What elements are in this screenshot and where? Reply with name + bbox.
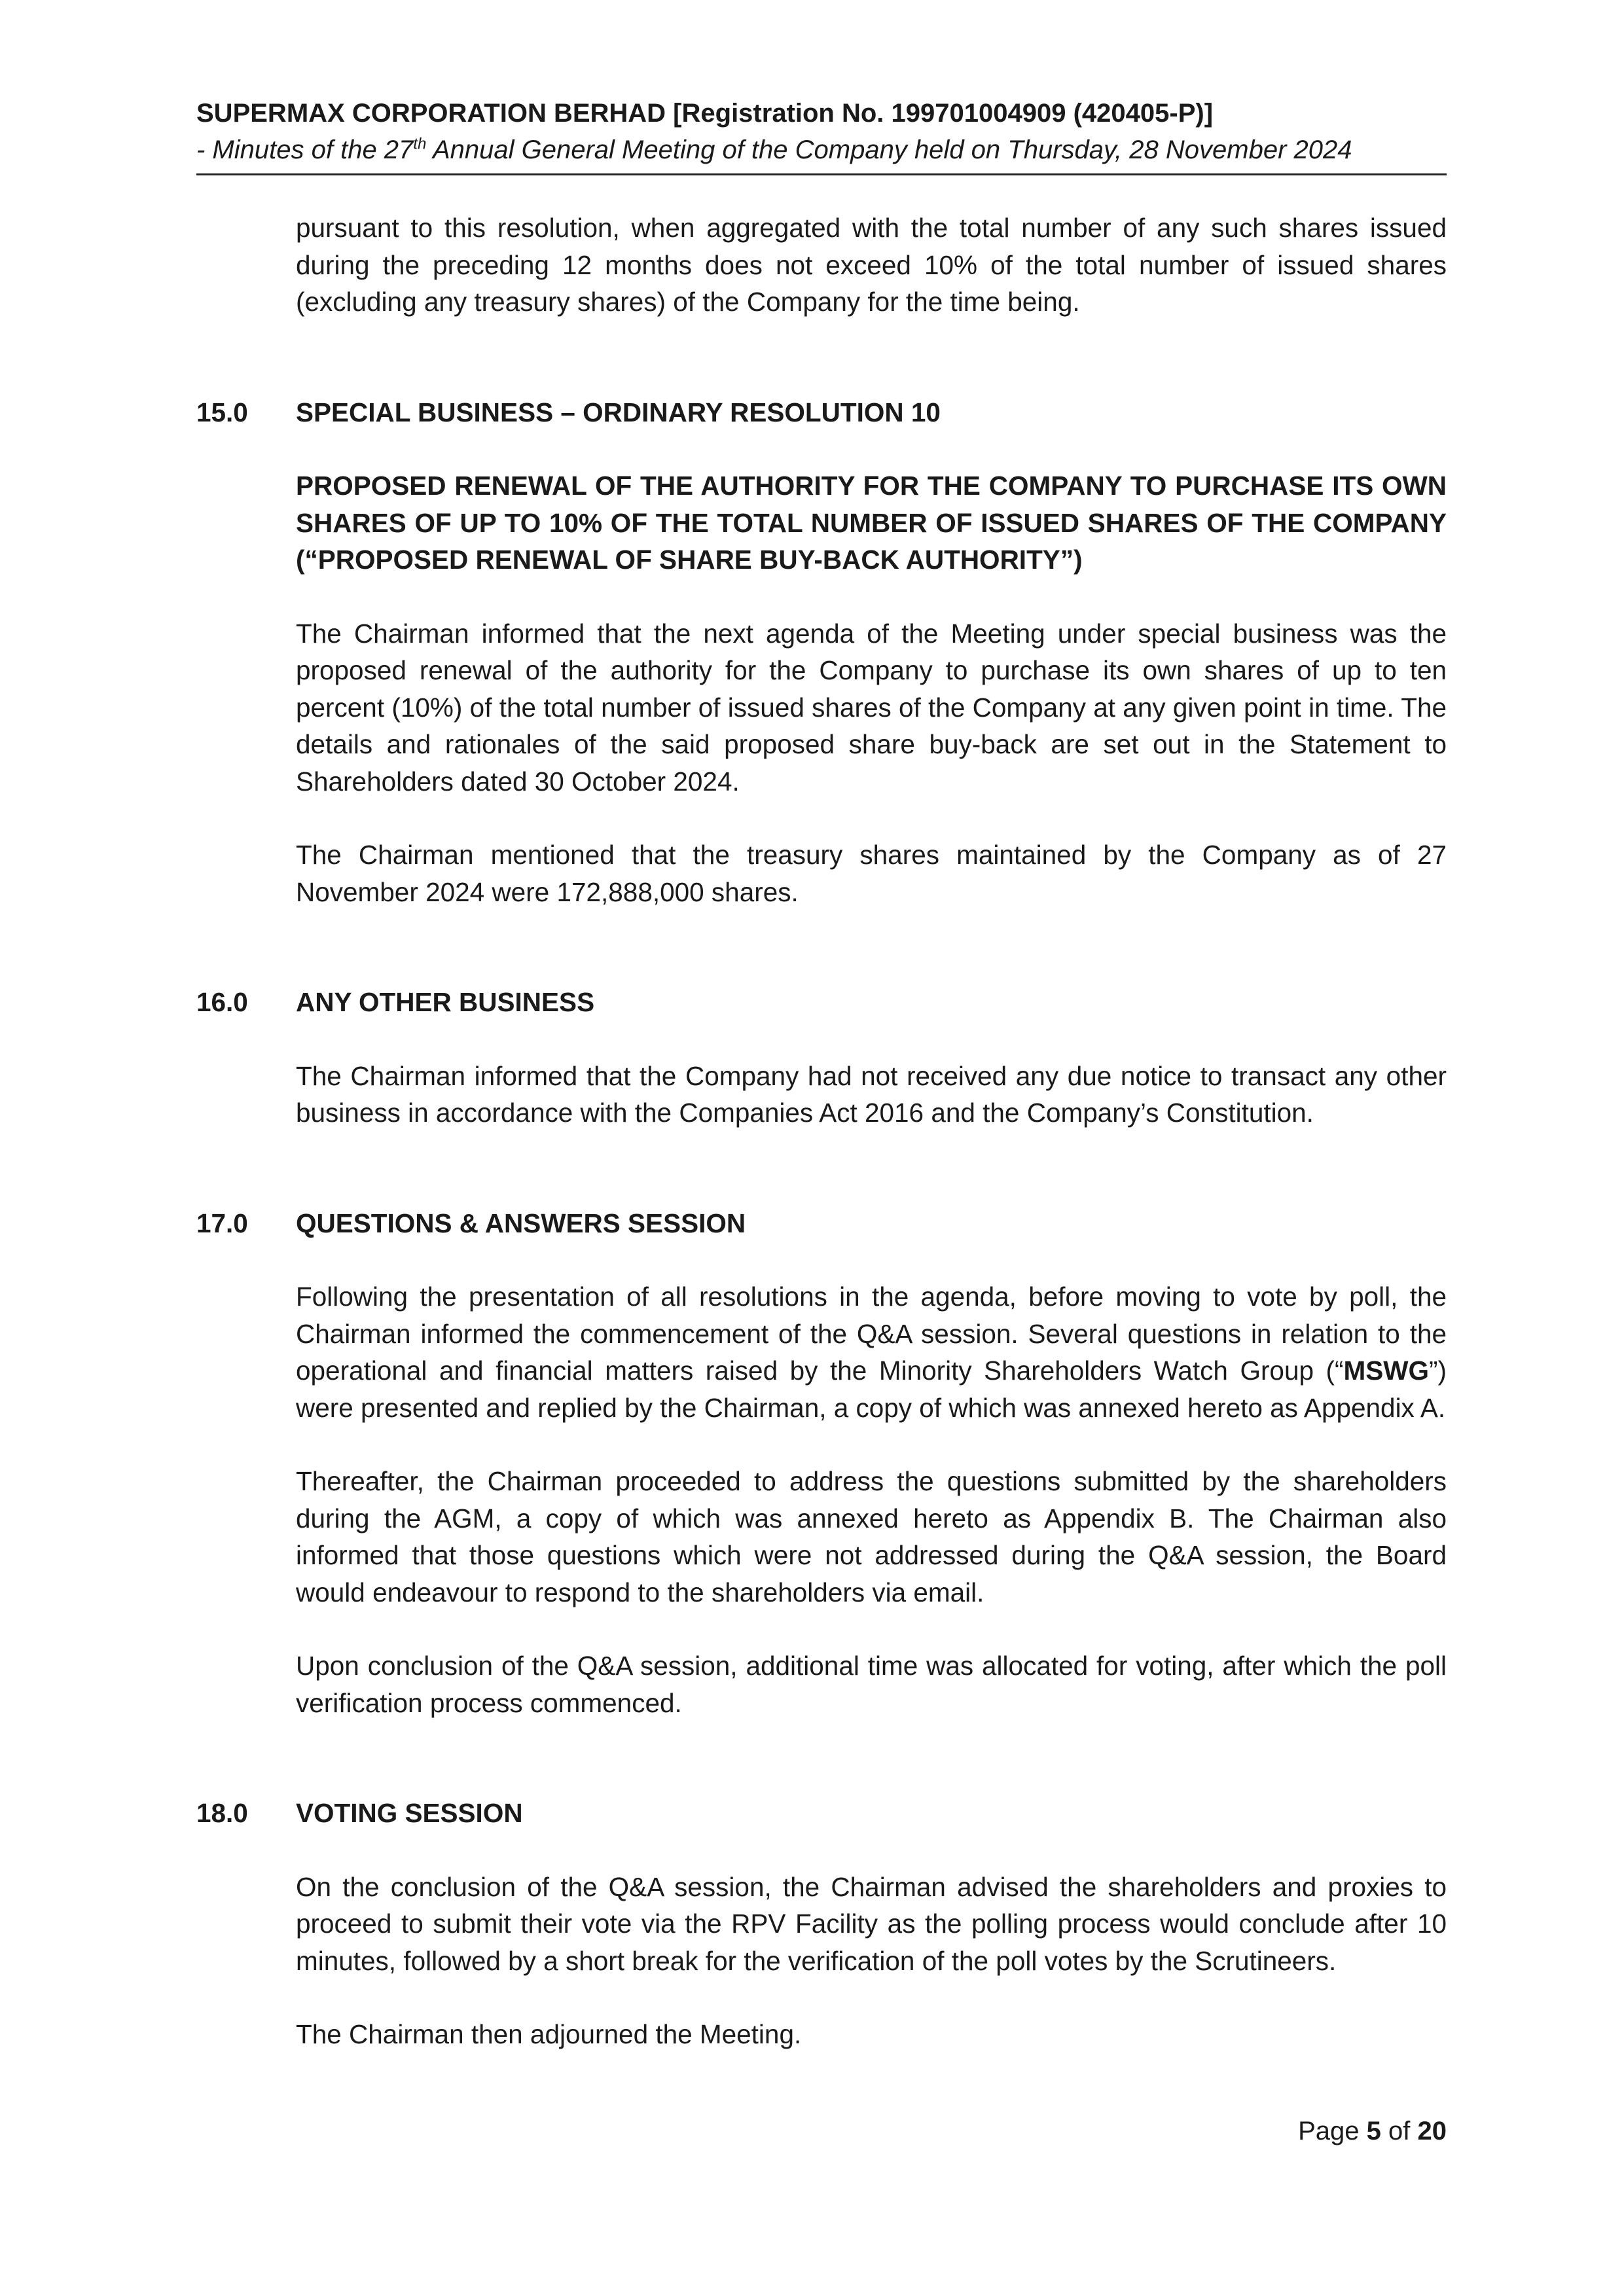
section-17-heading	[196, 1205, 1447, 1242]
subtitle-prefix: - Minutes of the 27	[196, 135, 414, 164]
intro-paragraph: pursuant to this resolution, when aggregated with the total number of any such shares issued during the preceding 12 months does not exceed 10% of the total number of issued shares (excluding any treasury shares) of the Company for the time being.	[296, 213, 1447, 317]
minutes-subtitle	[196, 132, 1447, 168]
mswg-abbreviation: MSWG	[1343, 1355, 1430, 1386]
section-15-heading	[196, 394, 1447, 431]
section-16-paragraph-1: The Chairman informed that the Company had not received any due notice to transact any other business in accordance with the Companies Act 2016 and the Company’s Constitution.	[296, 1060, 1447, 1128]
section-number: 18.0	[196, 1798, 248, 1828]
section-17-paragraph-1	[296, 1278, 1447, 1426]
section-16-heading	[196, 984, 1447, 1021]
section-title: QUESTIONS & ANSWERS SESSION	[296, 1208, 746, 1238]
section-17-paragraph-2: Thereafter, the Chairman proceeded to address the questions submitted by the shareholders during the AGM, a copy of which was annexed hereto as Appendix B. The Chairman also informed that those questions which were not addressed during the Q&A session, the Board would endeavour to respond to the shareholders via email.	[296, 1466, 1447, 1607]
section-18-heading	[196, 1795, 1447, 1832]
page-current: 5	[1366, 2117, 1381, 2145]
page-label: Page	[1298, 2117, 1360, 2145]
section-15-paragraph-1: The Chairman informed that the next agenda of the Meeting under special business was the proposed renewal of the authority for the Company to purchase its own shares of up to ten percent (10%) of the total number of issued shares of the Company at any given point in time. The details and rationales of the said proposed share buy-back are set out in the Statement to Shareholders dated 30 October 2024.	[296, 618, 1447, 797]
document-header	[196, 95, 1447, 175]
section-number: 17.0	[196, 1208, 248, 1238]
section-title: ANY OTHER BUSINESS	[296, 987, 595, 1017]
page-total: 20	[1417, 2117, 1447, 2145]
section-18-paragraph-1: On the conclusion of the Q&A session, the Chairman advised the shareholders and proxies to proceed to submit their vote via the RPV Facility as the polling process would conclude after 10 minutes, followed by a short break for the verification of the poll votes by the Scrutineers.	[296, 1871, 1447, 1976]
page-number	[1298, 2113, 1447, 2149]
subtitle-suffix: Annual General Meeting of the Company held on Thursday, 28 November 2024	[426, 135, 1352, 164]
section-number: 16.0	[196, 987, 248, 1017]
section-title: VOTING SESSION	[296, 1798, 523, 1828]
section-18-paragraph-2: The Chairman then adjourned the Meeting.	[296, 2019, 802, 2049]
company-title: SUPERMAX CORPORATION BERHAD [Registration No. 199701004909 (420405-P)]	[196, 99, 1214, 128]
paragraph-text: Following the presentation of all resolutions in the agenda, before moving to vote by poll, the Chairman informed the commencement of the Q&A session. Several questions in relation to the operational and financial matters raised by the Minority Shareholders Watch Group (“	[296, 1282, 1447, 1386]
section-15-paragraph-2: The Chairman mentioned that the treasury shares maintained by the Company as of 27 November 2024 were 172,888,000 shares.	[296, 840, 1447, 907]
page-of: of	[1388, 2117, 1411, 2145]
section-number: 15.0	[196, 397, 248, 427]
paragraph-text: ”) were presented and replied by the Chairman, a copy of which was annexed hereto as Appendix A.	[296, 1355, 1447, 1423]
section-15-subheading: PROPOSED RENEWAL OF THE AUTHORITY FOR THE COMPANY TO PURCHASE ITS OWN SHARES OF UP TO 10% OF THE TOTAL NUMBER OF ISSUED SHARES OF THE COMPANY (“PROPOSED RENEWAL OF SHARE BUY-BACK AUTHORITY”)	[296, 471, 1447, 575]
section-title: SPECIAL BUSINESS – ORDINARY RESOLUTION 10	[296, 397, 941, 427]
section-17-paragraph-3: Upon conclusion of the Q&A session, additional time was allocated for voting, after which the poll verification process commenced.	[296, 1651, 1447, 1718]
subtitle-superscript: th	[413, 135, 427, 153]
document-body	[196, 209, 1447, 2053]
